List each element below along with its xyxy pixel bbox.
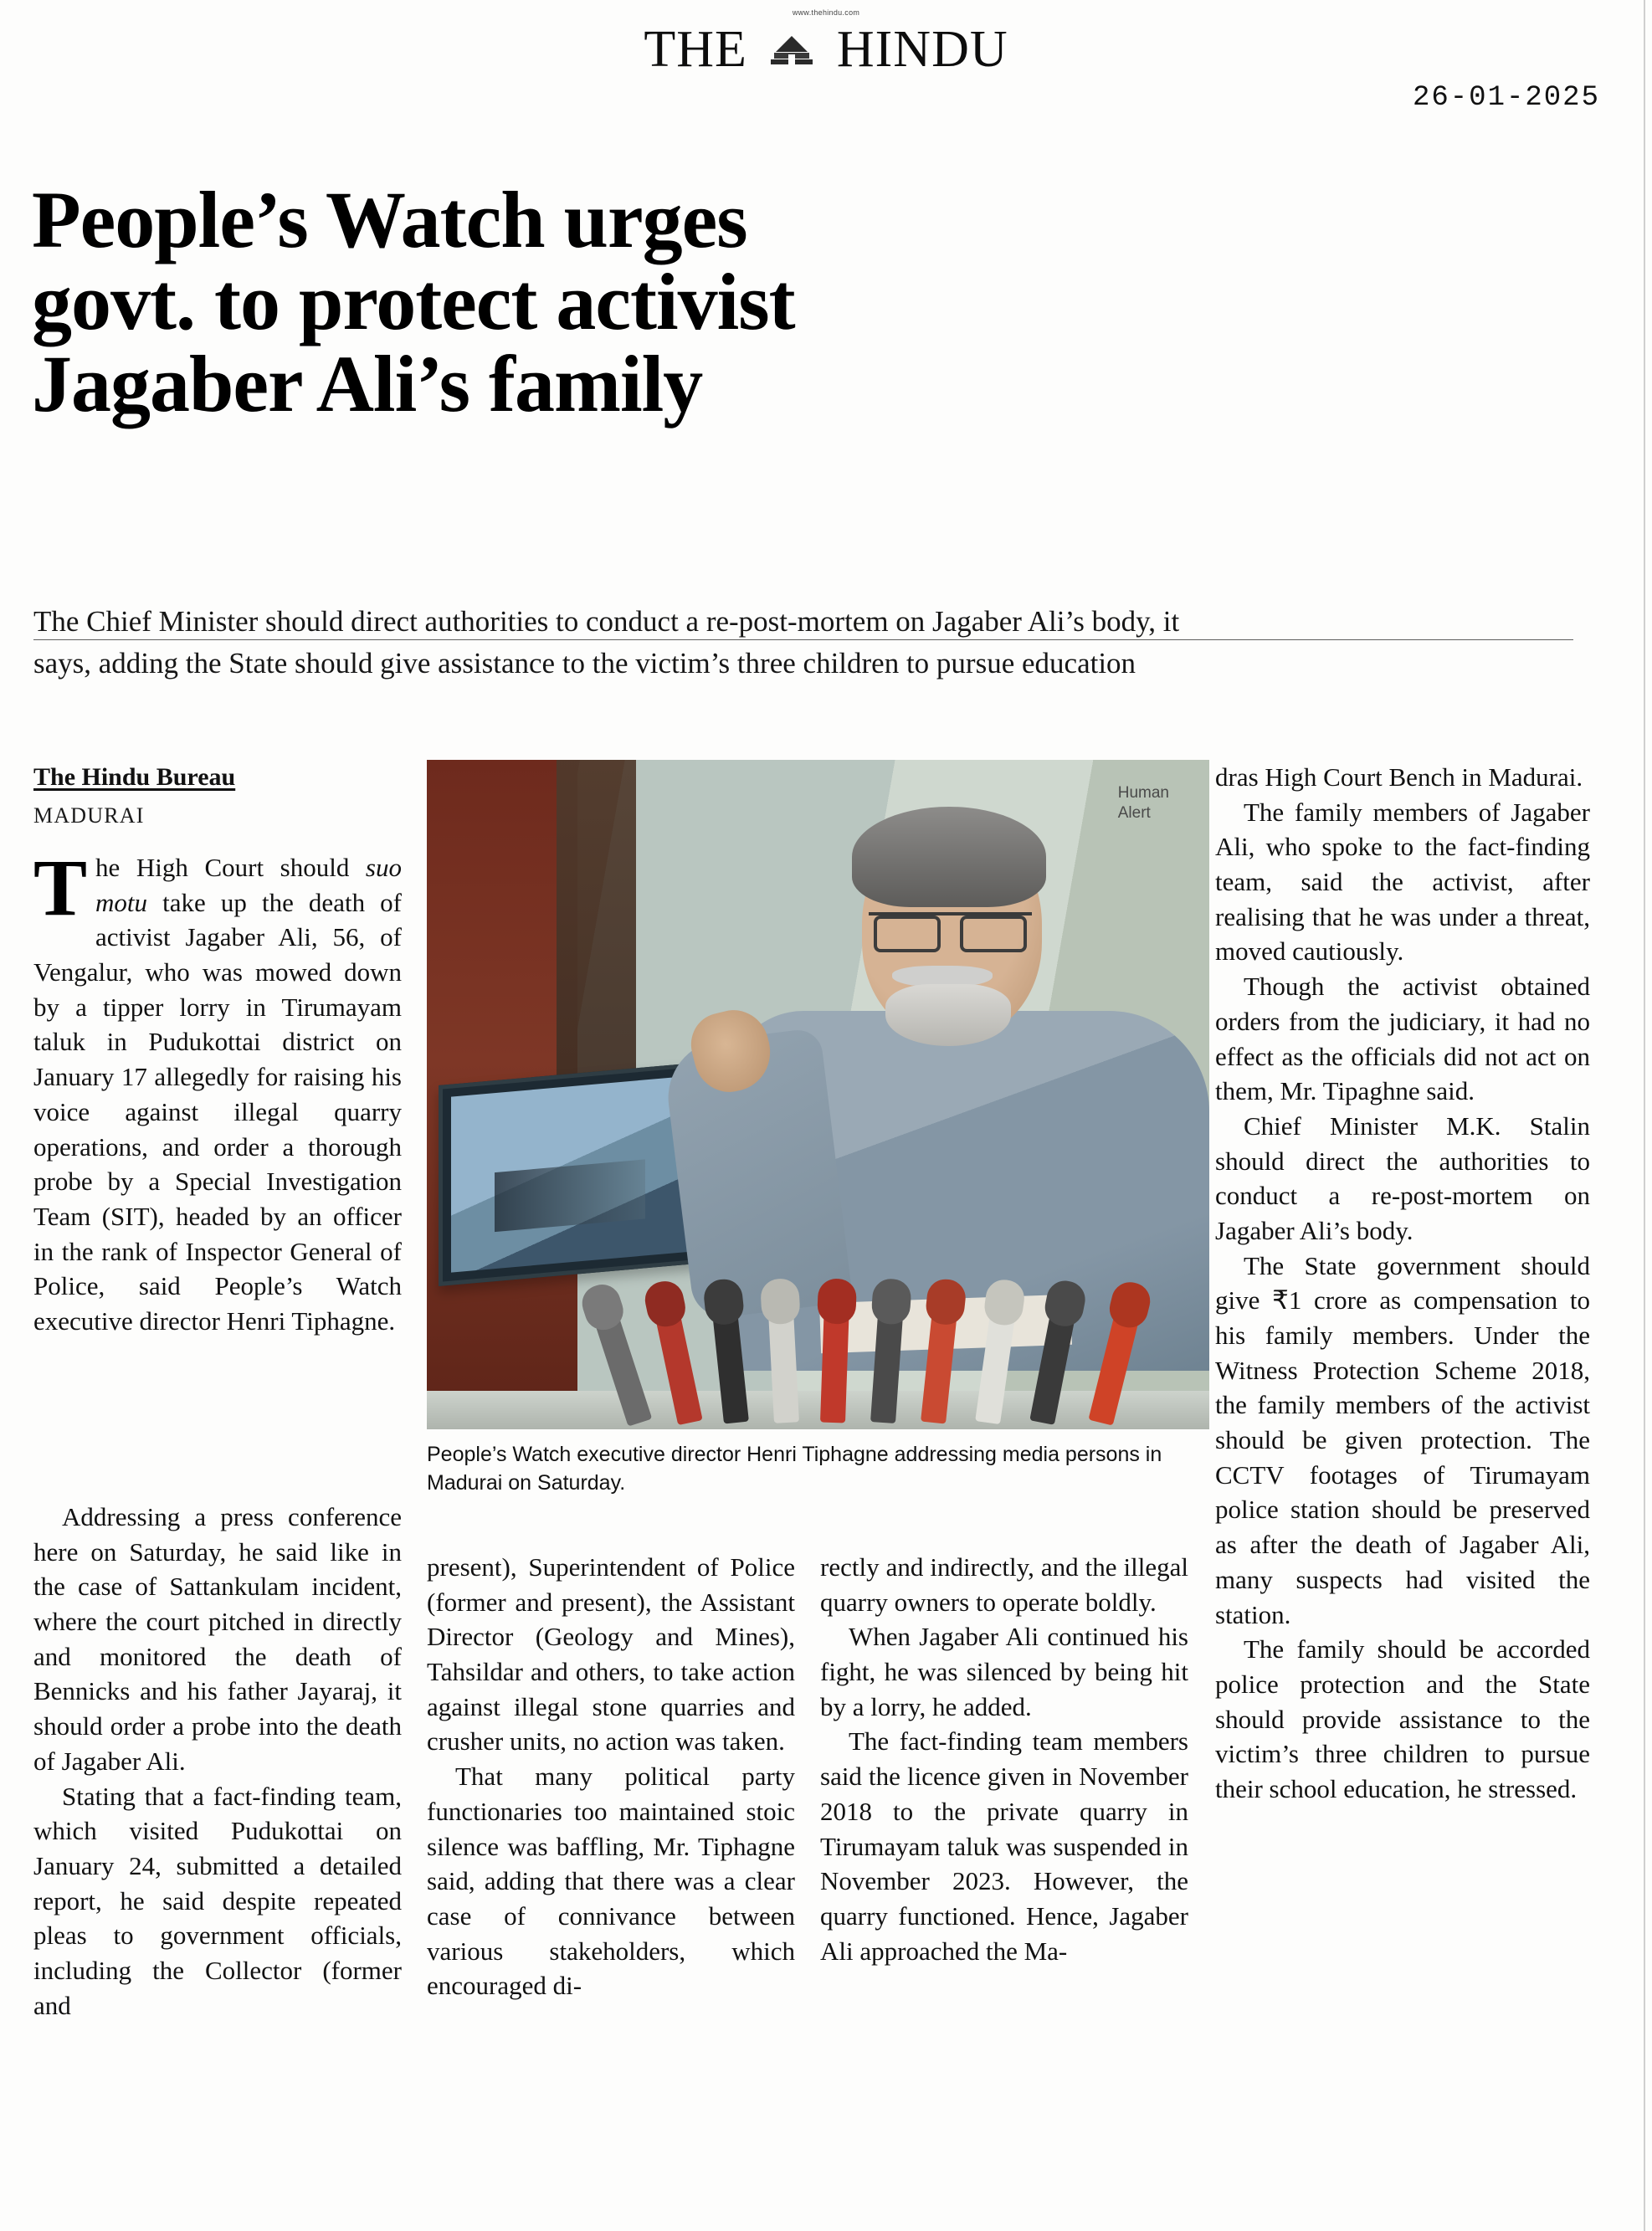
masthead-title — [644, 8, 1008, 79]
column-1-text — [33, 843, 402, 1339]
masthead — [0, 8, 1652, 79]
article-photo-block — [427, 760, 1209, 1497]
drop-cap: T — [33, 843, 88, 932]
paragraph: Chief Minister M.K. Stalin should direct the authorities to conduct a re-post-mortem on Jagaber Ali’s body. — [1215, 1110, 1590, 1245]
deck-underline — [33, 639, 1573, 640]
temple-logo-icon — [769, 34, 814, 68]
paragraph: The family members of Jagaber Ali, who spoke to the fact-finding team, said the activist, after realising that he was under a threat, moved cautiously. — [1215, 797, 1590, 967]
standfirst — [33, 601, 1607, 684]
page-title — [32, 175, 1555, 429]
deck-line-2: says, adding the State should give assistance to the victim’s three children to pursue education — [33, 646, 1136, 680]
column-2 — [427, 1550, 795, 2003]
issue-date: 26-01-2025 — [1412, 82, 1600, 114]
paragraph: present), Superintendent of Police (former and present), the Assistant Director (Geology and Mines), Tahsildar and others, to take action against illegal stone quarries and crusher units, no action was taken. — [427, 1552, 795, 1757]
masthead-title-left: THE — [644, 21, 747, 78]
headline-line-2: govt. to protect activist — [32, 257, 795, 347]
column-1 — [33, 763, 402, 1339]
article-body — [33, 763, 1624, 2203]
paragraph: Stating that a fact-finding team, which visited Pudukottai on January 24, submitted a detailed report, he said despite repeated pleas to government officials, including the Collector (former and — [33, 1781, 402, 2020]
column-1-continued — [33, 1500, 402, 2023]
laptop-icon — [439, 1062, 706, 1286]
byline-dateline: MADURAI — [33, 803, 145, 828]
paragraph: dras High Court Bench in Madurai. — [1215, 762, 1583, 792]
masthead-title-right: HINDU — [836, 21, 1008, 78]
masthead-url: www.thehindu.com — [792, 8, 860, 17]
paragraph: Though the activist obtained orders from the judiciary, it had no effect as the officials did not act on them, Mr. Tipaghne said. — [1215, 972, 1590, 1106]
paragraph: The State government should give ₹1 crore as compensation to his family members. Under the Witness Protection Scheme 2018, the family members of the activist should be given protection. The CCTV footages of Tirumayam police station should be preserved as after the death of Jagaber Ali, many suspects had visited the station. — [1215, 1250, 1590, 1629]
page-edge-rule — [1644, 0, 1645, 2231]
photo-caption: People’s Watch executive director Henri Tiphagne addressing media persons in Madurai on Saturday. — [427, 1443, 1162, 1495]
paragraph: Addressing a press conference here on Saturday, he said like in the case of Sattankulam incident, where the court pitched in directly and monitored the death of Bennicks and his father Jayaraj, it should order a probe into the death of Jagaber Ali. — [33, 1502, 402, 1776]
column-4 — [1215, 760, 1590, 1807]
headline-line-3: Jagaber Ali’s family — [32, 339, 703, 429]
paragraph: The family should be accorded police protection and the State should provide assistance to the victim’s three children to pursue their school education, he stressed. — [1215, 1634, 1590, 1803]
headline-line-1: People’s Watch urges — [32, 175, 747, 265]
byline-author: The Hindu Bureau — [33, 763, 236, 791]
deck-line-1: The Chief Minister should direct authorities to conduct a re-post-mortem on Jagaber Ali’s body, it — [33, 605, 1180, 638]
paragraph: That many political party functionaries too maintained stoic silence was baffling, Mr. Tiphagne said, adding that there was a clear case of connivance between various stakeholders, which encouraged di- — [427, 1762, 795, 2001]
paragraph: The fact-finding team members said the licence given in November 2018 to the private quarry in Tirumayam taluk was suspended in November 2023. However, the quarry functioned. Hence, Jagaber Ali approached the Ma- — [820, 1726, 1188, 1966]
column-3 — [820, 1550, 1188, 1968]
microphones — [427, 1254, 1209, 1429]
paragraph: rectly and indirectly, and the illegal quarry owners to operate boldly. — [820, 1552, 1188, 1617]
press-conference-photo — [427, 760, 1209, 1429]
photo-watermark: Human Alert — [1117, 784, 1169, 822]
paragraph: When Jagaber Ali continued his fight, he was silenced by being hit by a lorry, he added. — [820, 1622, 1188, 1721]
paragraph: The High Court should suo motu take up the death of activist Jagaber Ali, 56, of Vengalur, who was mowed down by a tipper lorry in Tirumayam taluk in Pudukottai district on January 17 allegedly for raising his voice against illegal quarry operations, and order a thorough probe by a Special Investigation Team (SIT), headed by an officer in the rank of Inspector General of Police, said People’s Watch executive director Henri Tiphagne. — [33, 843, 402, 1336]
